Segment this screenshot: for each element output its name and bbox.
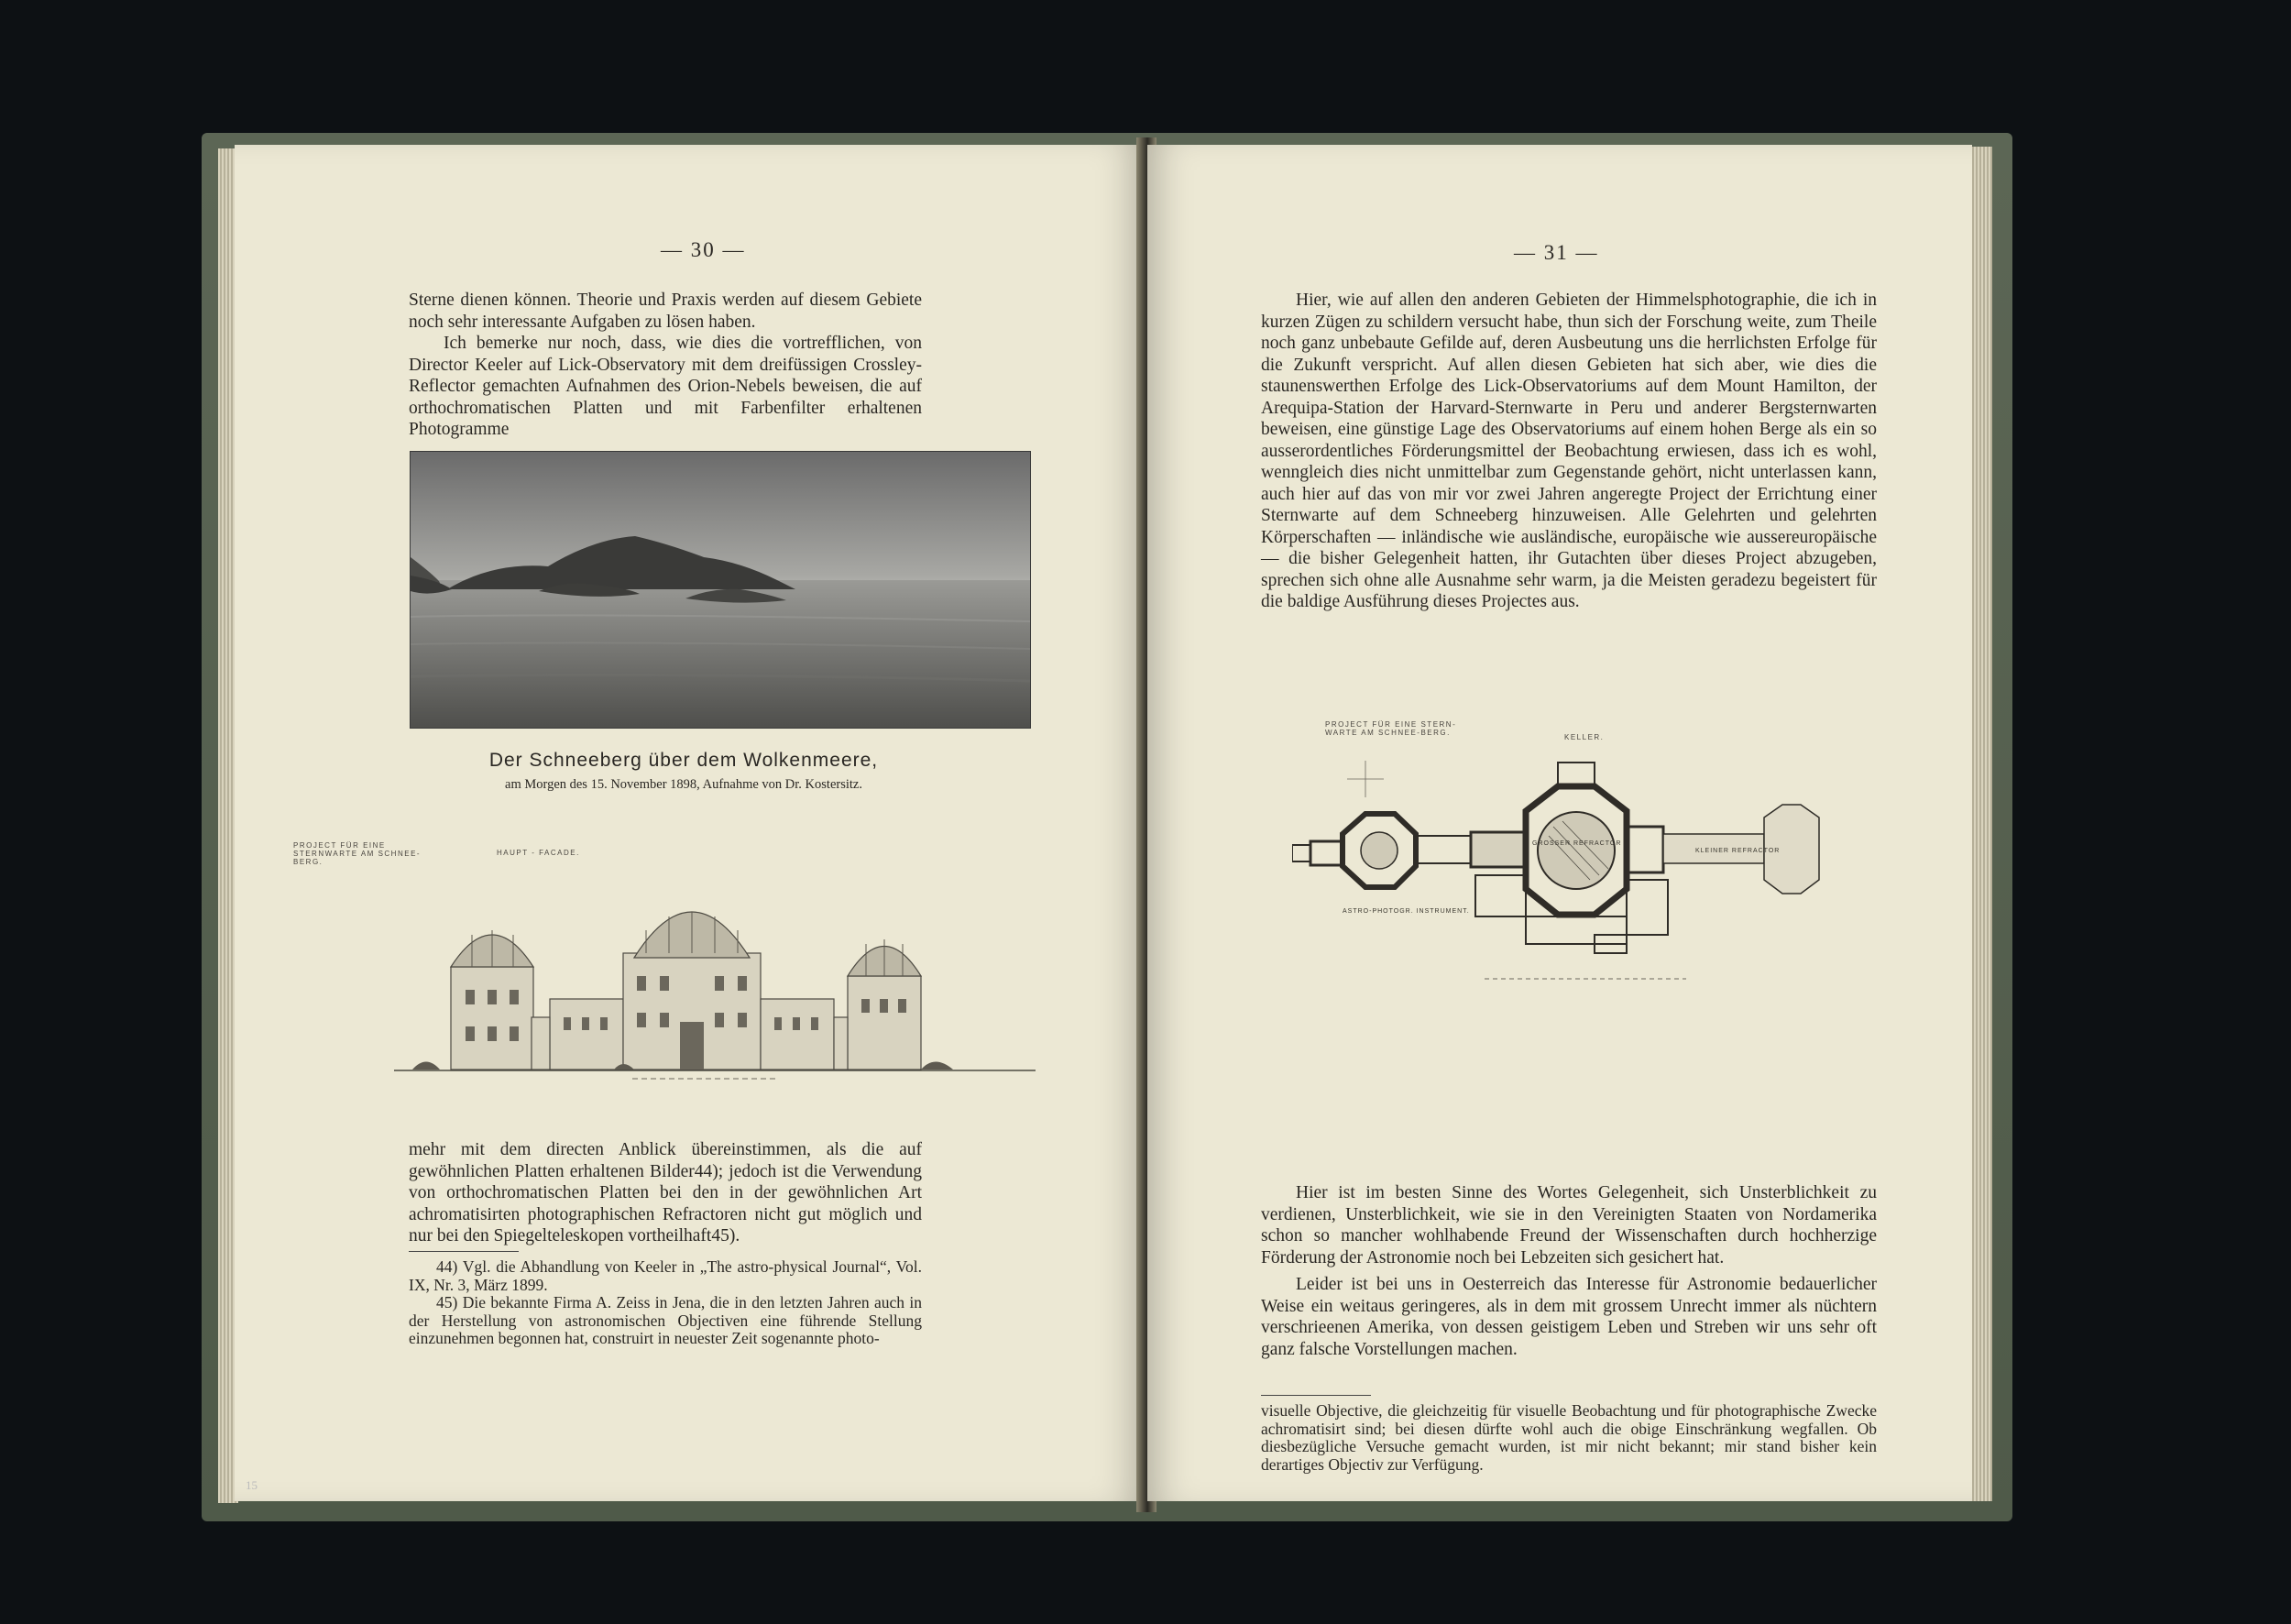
figure1-caption-title: Der Schneeberg über dem Wolkenmeere, [488, 750, 879, 771]
figure1-caption-sub: am Morgen des 15. November 1898, Aufnahme von Dr. Kostersitz. [505, 777, 862, 792]
left-footnotes [409, 1258, 922, 1348]
paragraph-2: Ich bemerke nur noch, dass, wie dies die vortrefflichen, von Director Keeler auf Lick-Observatory mit dem dreifüssigen Crossley-Reflector gemachten Aufnahmen des Orion-Nebels beweisen, die auf orthochromatischen Platten und mit Farbenfilter erhaltenen Photogramme [409, 334, 922, 439]
footnote-45: 45) Die bekannte Firma A. Zeiss in Jena, die in den letzten Jahren auch in der Herstellung von astronomischen Objectiven eine führende Stellung einzunehmen begonnen hat, construirt in neuester Zeit sogenannte photo- [409, 1293, 922, 1347]
plan-label-kleiner: KLEINER REFRACTOR [1695, 848, 1781, 854]
margin-mark: 15 [246, 1478, 258, 1492]
left-page [235, 145, 1142, 1501]
figure2-label-project: PROJECT FÜR EINE STERNWARTE AM SCHNEE-BERG. [293, 841, 422, 866]
plan-label-project: PROJECT FÜR EINE STERN-WARTE AM SCHNEE-BERG. [1325, 720, 1457, 737]
right-paragraphs-2-3 [1261, 1182, 1877, 1360]
page-number-right: — 31 — [1514, 241, 1599, 264]
figure2-label-facade: HAUPT - FACADE. [497, 849, 580, 857]
paragraph-1: Sterne dienen können. Theorie und Praxis werden auf diesem Gebiete noch sehr interessante Aufgaben zu lösen haben. [409, 291, 922, 332]
left-top-text [409, 290, 922, 441]
observatory-facade-drawing [394, 875, 1036, 1081]
right-paragraph-1 [1261, 290, 1877, 613]
right-footnote-continuation: visuelle Objective, die gleichzeitig für visuelle Beobachtung und für photographische Zwecke achromatisirt sind; bei diesen dürfte wohl auch die obige Einschränkung wegfallen. Ob diesbezügliche Versuche gemacht wurden, ist mir nicht bekannt; mir stand bisher kein derartiges Objectiv zur Verfügung. [1261, 1401, 1877, 1474]
plan-label-astro: ASTRO-PHOTOGR. INSTRUMENT. [1343, 908, 1470, 915]
footnote-rule-left [409, 1251, 519, 1252]
page-edges-right [1970, 147, 1992, 1501]
paragraph-right-2: Hier ist im besten Sinne des Wortes Gelegenheit, sich Unsterblichkeit zu verdienen, Unsterblichkeit, wie sie in den Vereinigten Staaten von Nordamerika schon so mancher wohlhabende Freund der Wissenschaften durch hochherzige Förderung der Astronomie noch bei Lebzeiten sich gesichert hat. [1261, 1183, 1877, 1267]
plan-label-grosser: GROSSER REFRACTOR [1532, 840, 1622, 847]
page-number-left: — 30 — [661, 238, 746, 261]
plan-label-keller: KELLER. [1564, 733, 1605, 741]
paragraph-right-3: Leider ist bei uns in Oesterreich das Interesse für Astronomie bedauerlicher Weise ein weitaus geringeres, als in dem mit grossem Unrecht immer als nüchtern verschrieenen Amerika, von dessen geistigem Leben und Streben wir uns sehr oft ganz falsche Vorstellungen machen. [1261, 1275, 1877, 1359]
schneeberg-photo [410, 451, 1031, 729]
paragraph-right-1: Hier, wie auf allen den anderen Gebieten der Himmelsphotographie, die ich in kurzen Zügen zu schildern versucht habe, thun sich der Forschung weite, zum Theile noch ganz unbebaute Gefilde auf, deren Ausbeutung uns die herrlichsten Erfolge für die Zukunft verspricht. Auf allen diesen Gebieten hat sich aber, wie dies die staunenswerthen Erfolge des Lick-Observatoriums auf dem Mount Hamilton, der Arequipa-Station der Harvard-Sternwarte in Peru und anderer Bergsternwarten beweisen, eine günstige Lage des Observatoriums auf einem hohen Berge als ein so ausserordentliches Förderungsmittel der Beobachtung erwiesen, dass ich es wohl, wenngleich dies nicht unmittelbar zum Gegenstande gehört, nicht unterlassen kann, auch hier auf das von mir vor zwei Jahren angeregte Project der Errichtung einer Sternwarte auf dem Schneeberg hinzuweisen. Alle Gelehrten und gelehrten Körperschaften — inländische wie ausländische, europäische wie aussereuropäische — die bisher Gelegenheit hatten, ihr Gutachten über dieses Project abzugeben, sprechen sich ohne alle Ausnahme sehr warm, ja die Meisten geradezu begeistert für die baldige Ausführung dieses Projectes aus. [1261, 291, 1877, 611]
observatory-floor-plan [1292, 742, 1851, 990]
footnote-44: 44) Vgl. die Abhandlung von Keeler in „The astro-physical Journal“, Vol. IX, Nr. 3, März 1899. [409, 1257, 922, 1294]
footnote-rule-right [1261, 1395, 1371, 1396]
left-continuation-text: mehr mit dem directen Anblick übereinstimmen, als die auf gewöhnlichen Platten erhaltenen Bilder44); jedoch ist die Verwendung von orthochromatischen Platten bei den in der gewöhnlichen Art achromatisirten photographischen Refractoren nicht gut möglich und nur bei den Spiegelteleskopen vortheilhaft45). [409, 1140, 922, 1245]
